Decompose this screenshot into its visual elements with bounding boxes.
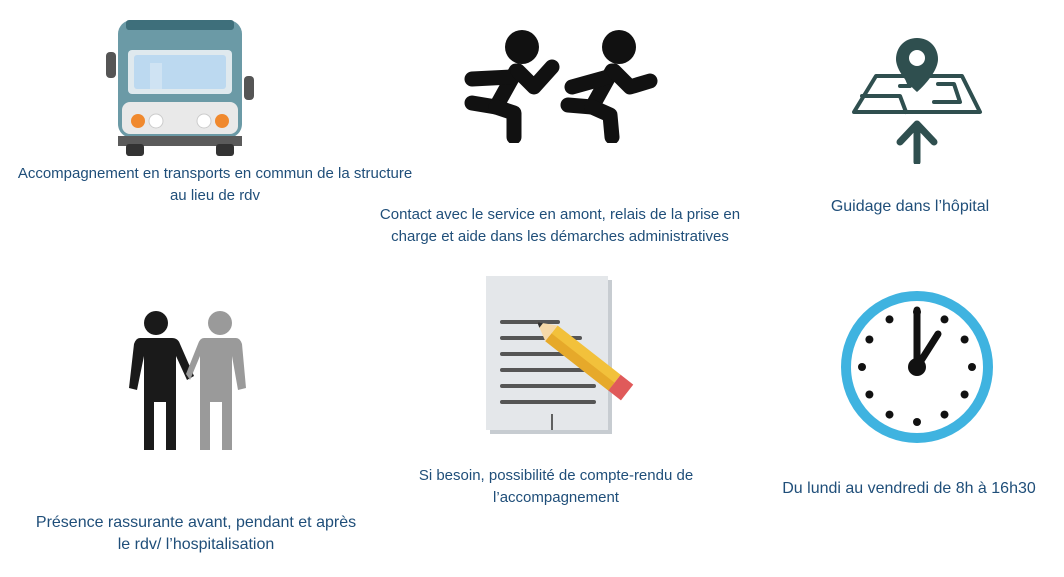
caption-presence: Présence rassurante avant, pendant et après le rdv/ l’hospitalisation	[35, 514, 357, 553]
caption-guidage: Guidage dans l’hôpital	[830, 198, 990, 215]
caption-horaires: Du lundi au vendredi de 8h à 16h30	[782, 480, 1036, 497]
caption-compte-rendu: Si besoin, possibilité de compte-rendu de l’accompagnement	[418, 467, 694, 506]
document-pencil-icon	[484, 274, 644, 438]
bus-icon	[104, 18, 258, 158]
map-location-icon	[850, 36, 984, 164]
two-people-icon	[120, 310, 250, 452]
caption-contact: Contact avec le service en amont, relais de la prise en charge et aide dans les démarches administratives	[379, 206, 741, 245]
running-people-icon	[460, 25, 660, 143]
caption-transport: Accompagnement en transports en commun de la structure au lieu de rdv	[17, 165, 413, 204]
clock-icon	[840, 290, 994, 444]
